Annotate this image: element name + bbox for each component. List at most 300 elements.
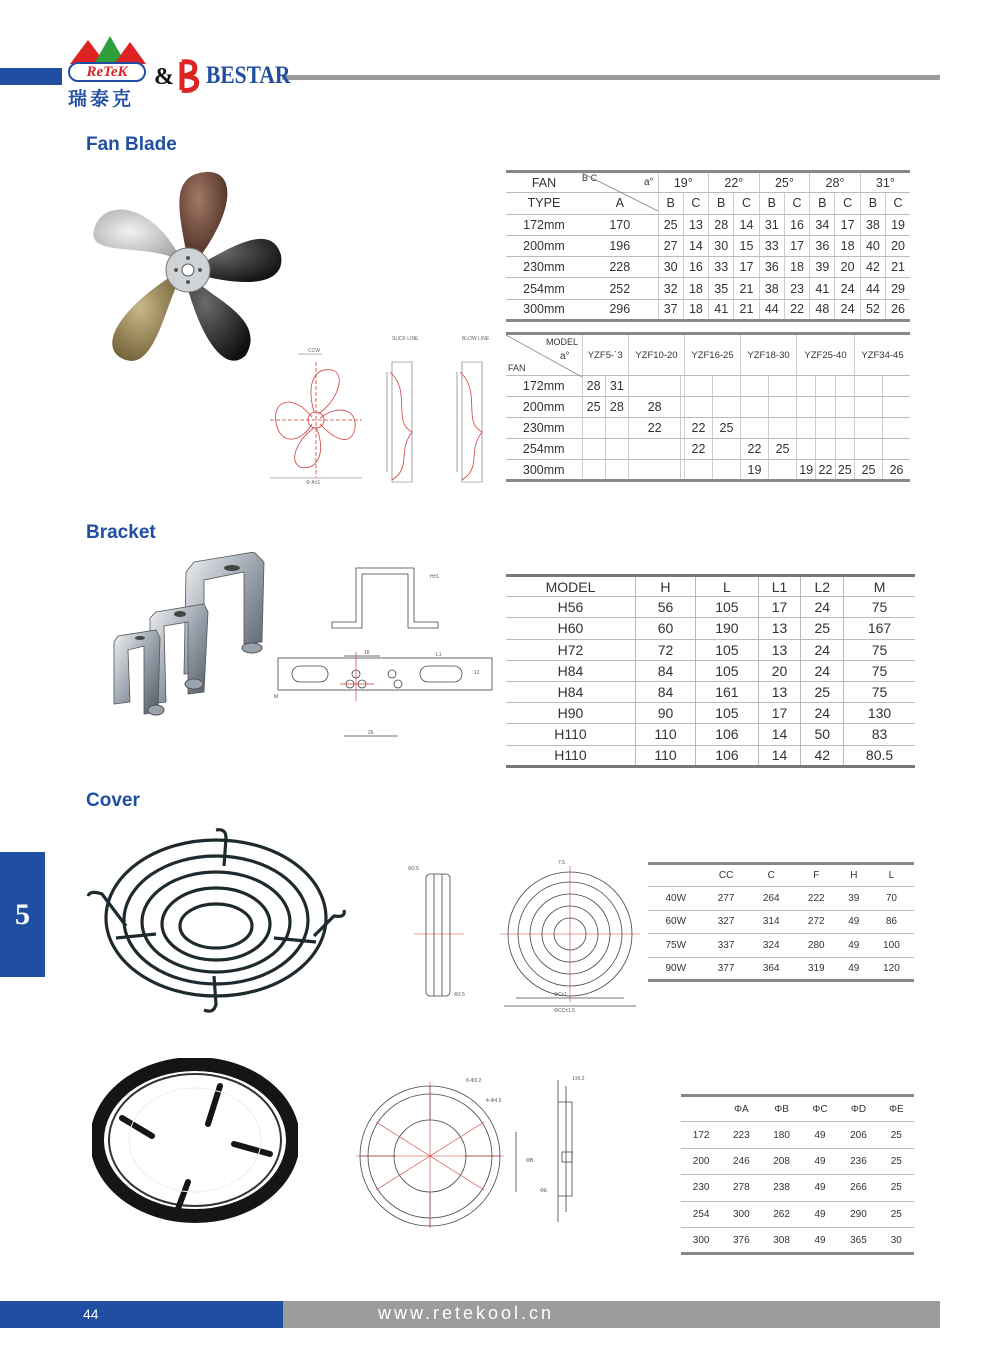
cell: 24 bbox=[801, 703, 844, 724]
cell: 38 bbox=[860, 214, 885, 235]
cell: 223 bbox=[721, 1122, 761, 1148]
ampersand: & bbox=[154, 64, 174, 90]
cell: 105 bbox=[696, 703, 759, 724]
fan-blade-drawing bbox=[262, 332, 494, 490]
cell bbox=[835, 439, 854, 460]
fan-blade-angle-table bbox=[506, 170, 910, 322]
cell: 100 bbox=[869, 934, 914, 957]
cell: 19 bbox=[797, 460, 816, 481]
cell: 161 bbox=[696, 681, 759, 702]
cell: 50 bbox=[801, 724, 844, 745]
col-h: H bbox=[839, 864, 869, 887]
cell bbox=[797, 439, 816, 460]
cell: 49 bbox=[839, 934, 869, 957]
cell: 22 bbox=[628, 418, 681, 439]
cell: 22 bbox=[741, 439, 769, 460]
cell bbox=[712, 397, 740, 418]
cell: 262 bbox=[761, 1201, 801, 1227]
cell: 324 bbox=[749, 934, 794, 957]
cell bbox=[854, 376, 882, 397]
cell: 277 bbox=[704, 887, 749, 910]
mounting-ring-drawing bbox=[346, 1072, 628, 1230]
table-row bbox=[506, 439, 910, 460]
cell bbox=[854, 418, 882, 439]
cell: 300 bbox=[681, 1227, 721, 1253]
model-4: YZF25-40 bbox=[797, 334, 855, 376]
cell bbox=[605, 439, 628, 460]
cell: 365 bbox=[838, 1227, 878, 1253]
bc-6: B bbox=[810, 193, 835, 214]
cell: 49 bbox=[802, 1175, 839, 1201]
cell: H84 bbox=[506, 681, 635, 702]
cell bbox=[648, 864, 704, 887]
svg-text:ΦC±1: ΦC±1 bbox=[554, 992, 568, 998]
cell: 230mm bbox=[506, 418, 582, 439]
cell: 24 bbox=[801, 639, 844, 660]
cell: 44 bbox=[759, 299, 784, 320]
cell: 72 bbox=[635, 639, 695, 660]
cell: 26 bbox=[883, 460, 910, 481]
table-row bbox=[681, 1148, 914, 1174]
cell bbox=[712, 376, 740, 397]
cell: 40W bbox=[648, 887, 704, 910]
cell: 13 bbox=[683, 214, 708, 235]
cell: 13 bbox=[758, 639, 801, 660]
table-row bbox=[506, 681, 915, 702]
cell: 30 bbox=[658, 257, 683, 278]
table-row bbox=[506, 376, 910, 397]
cell bbox=[797, 397, 816, 418]
cell: 28 bbox=[582, 376, 605, 397]
cell: 24 bbox=[835, 299, 860, 320]
cell: 105 bbox=[696, 639, 759, 660]
table-row bbox=[506, 703, 915, 724]
cell bbox=[835, 418, 854, 439]
cell: 49 bbox=[802, 1122, 839, 1148]
col-model: MODEL bbox=[506, 576, 635, 597]
cell: 42 bbox=[801, 745, 844, 766]
cell: 39 bbox=[810, 257, 835, 278]
cell bbox=[628, 460, 681, 481]
cell: 60 bbox=[635, 618, 695, 639]
chapter-tab: 5 bbox=[0, 852, 45, 977]
diagonal-divider bbox=[506, 335, 582, 377]
col-f: F bbox=[794, 864, 839, 887]
cell: 29 bbox=[886, 278, 910, 299]
cell: 206 bbox=[838, 1122, 878, 1148]
bc-8: B bbox=[860, 193, 885, 214]
cell: 180 bbox=[761, 1122, 801, 1148]
cell: 246 bbox=[721, 1148, 761, 1174]
cell: 300 bbox=[721, 1201, 761, 1227]
cell: H56 bbox=[506, 597, 635, 618]
cell: 14 bbox=[734, 214, 759, 235]
cell bbox=[582, 439, 605, 460]
cell bbox=[816, 376, 835, 397]
cell: 86 bbox=[869, 910, 914, 933]
angle-2: 25° bbox=[759, 172, 810, 193]
cell: 21 bbox=[734, 278, 759, 299]
angle-1: 22° bbox=[709, 172, 760, 193]
cell: 16 bbox=[683, 257, 708, 278]
cell: H84 bbox=[506, 660, 635, 681]
col-l1: L1 bbox=[758, 576, 801, 597]
cell: 40 bbox=[860, 235, 885, 256]
diagonal-divider bbox=[582, 173, 658, 211]
cell: 13 bbox=[758, 681, 801, 702]
cell: 52 bbox=[860, 299, 885, 320]
cell: 20 bbox=[758, 660, 801, 681]
cell: 25 bbox=[712, 418, 740, 439]
table-row bbox=[506, 214, 910, 235]
col-cc: CC bbox=[704, 864, 749, 887]
cell: 130 bbox=[844, 703, 915, 724]
svg-text:H±1: H±1 bbox=[430, 574, 440, 580]
svg-text:1±0.2: 1±0.2 bbox=[572, 1076, 585, 1082]
col-phi-b: ΦB bbox=[761, 1096, 801, 1122]
cell: 18 bbox=[784, 257, 809, 278]
cell: 196 bbox=[582, 235, 658, 256]
page-number: 44 bbox=[83, 1306, 99, 1322]
model-5: YZF34-45 bbox=[854, 334, 910, 376]
cell: 19 bbox=[886, 214, 910, 235]
cell: 16 bbox=[784, 214, 809, 235]
cell bbox=[769, 460, 797, 481]
cell: 278 bbox=[721, 1175, 761, 1201]
cell: 300mm bbox=[506, 299, 582, 320]
cell: 80.5 bbox=[844, 745, 915, 766]
col-phi-c: ΦC bbox=[802, 1096, 839, 1122]
cell: 28 bbox=[628, 397, 681, 418]
cell: 110 bbox=[635, 724, 695, 745]
cell bbox=[605, 460, 628, 481]
cell: 208 bbox=[761, 1148, 801, 1174]
cell: 60W bbox=[648, 910, 704, 933]
cell: 25 bbox=[879, 1201, 914, 1227]
cell: 14 bbox=[758, 724, 801, 745]
cell: 24 bbox=[835, 278, 860, 299]
cell: 14 bbox=[683, 235, 708, 256]
cell: 238 bbox=[761, 1175, 801, 1201]
cell: 230 bbox=[681, 1175, 721, 1201]
cell: 290 bbox=[838, 1201, 878, 1227]
cell: 24 bbox=[801, 660, 844, 681]
cell: 49 bbox=[839, 957, 869, 980]
cell: 22 bbox=[816, 460, 835, 481]
section-title-fan-blade: Fan Blade bbox=[86, 134, 177, 155]
table-row bbox=[506, 460, 910, 481]
cell: H90 bbox=[506, 703, 635, 724]
cell: 49 bbox=[802, 1148, 839, 1174]
cell: 31 bbox=[759, 214, 784, 235]
table-row bbox=[506, 397, 910, 418]
cell: 48 bbox=[810, 299, 835, 320]
cell: 42 bbox=[860, 257, 885, 278]
model-0: YZF5-´3 bbox=[582, 334, 628, 376]
table-row bbox=[648, 910, 914, 933]
cell: H110 bbox=[506, 745, 635, 766]
cell: 14 bbox=[758, 745, 801, 766]
cell: 200mm bbox=[506, 397, 582, 418]
cell: 25 bbox=[879, 1122, 914, 1148]
table-row bbox=[681, 1201, 914, 1227]
cell: 300mm bbox=[506, 460, 582, 481]
cell: 22 bbox=[784, 299, 809, 320]
cell: 36 bbox=[810, 235, 835, 256]
col-m: M bbox=[844, 576, 915, 597]
wire-guard-table bbox=[648, 862, 914, 982]
col-phi-e: ΦE bbox=[879, 1096, 914, 1122]
cell bbox=[883, 418, 910, 439]
cell: 25 bbox=[879, 1175, 914, 1201]
cell: 13 bbox=[758, 618, 801, 639]
angle-0: 19° bbox=[658, 172, 709, 193]
bestar-logo: BESTAR bbox=[206, 62, 291, 89]
head-type: TYPE bbox=[506, 193, 582, 214]
cell bbox=[628, 376, 681, 397]
cell: 20 bbox=[886, 235, 910, 256]
cell: 106 bbox=[696, 745, 759, 766]
cell: 83 bbox=[844, 724, 915, 745]
cell: 21 bbox=[886, 257, 910, 278]
svg-text:SUCK LINE: SUCK LINE bbox=[392, 336, 419, 342]
head-a: A bbox=[582, 193, 658, 214]
cell bbox=[769, 376, 797, 397]
cell: 17 bbox=[784, 235, 809, 256]
cell bbox=[684, 460, 712, 481]
cell bbox=[628, 439, 681, 460]
cell: 377 bbox=[704, 957, 749, 980]
cell bbox=[741, 376, 769, 397]
cell bbox=[769, 418, 797, 439]
cell bbox=[769, 397, 797, 418]
svg-text:16: 16 bbox=[364, 650, 370, 656]
cell bbox=[854, 397, 882, 418]
cell: 25 bbox=[769, 439, 797, 460]
cell: 200 bbox=[681, 1148, 721, 1174]
table-row bbox=[506, 299, 910, 320]
bracket-photo bbox=[104, 552, 274, 724]
cell bbox=[854, 439, 882, 460]
cell bbox=[582, 418, 605, 439]
cell: 90 bbox=[635, 703, 695, 724]
bc-0: B bbox=[658, 193, 683, 214]
retek-logo: ReTeK bbox=[68, 62, 146, 82]
cell: 266 bbox=[838, 1175, 878, 1201]
cell: 105 bbox=[696, 597, 759, 618]
cell: 30 bbox=[879, 1227, 914, 1253]
cell: 84 bbox=[635, 681, 695, 702]
cell: 26 bbox=[886, 299, 910, 320]
svg-text:L1: L1 bbox=[436, 652, 442, 658]
svg-text:ΦE: ΦE bbox=[540, 1188, 548, 1194]
header-accent-bar bbox=[0, 68, 62, 85]
cell bbox=[605, 418, 628, 439]
cell: 252 bbox=[582, 278, 658, 299]
cell bbox=[883, 376, 910, 397]
svg-text:CCW: CCW bbox=[308, 348, 320, 354]
table-row bbox=[681, 1227, 914, 1253]
model-3: YZF18-30 bbox=[741, 334, 797, 376]
head-bc: B C bbox=[582, 173, 598, 183]
cell: 25 bbox=[835, 460, 854, 481]
bc-7: C bbox=[835, 193, 860, 214]
cell: 17 bbox=[758, 597, 801, 618]
angle-4: 31° bbox=[860, 172, 910, 193]
col-phi-a: ΦA bbox=[721, 1096, 761, 1122]
cell: 327 bbox=[704, 910, 749, 933]
cell: 49 bbox=[802, 1227, 839, 1253]
cell: 20 bbox=[835, 257, 860, 278]
cell: 22 bbox=[684, 418, 712, 439]
cell: 15 bbox=[734, 235, 759, 256]
cell: 56 bbox=[635, 597, 695, 618]
table-row bbox=[681, 1122, 914, 1148]
bc-4: B bbox=[759, 193, 784, 214]
cell: 22 bbox=[684, 439, 712, 460]
cell bbox=[712, 460, 740, 481]
cell: 272 bbox=[794, 910, 839, 933]
svg-text:12: 12 bbox=[474, 670, 480, 676]
svg-text:BLOW LINE: BLOW LINE bbox=[462, 336, 490, 342]
wire-guard-photo bbox=[86, 826, 348, 1016]
table-row bbox=[681, 1175, 914, 1201]
cell: 25 bbox=[658, 214, 683, 235]
cell: 296 bbox=[582, 299, 658, 320]
cell: H110 bbox=[506, 724, 635, 745]
cell: 167 bbox=[844, 618, 915, 639]
cell: 28 bbox=[605, 397, 628, 418]
cell: 37 bbox=[658, 299, 683, 320]
col-phi-d: ΦD bbox=[838, 1096, 878, 1122]
cell: 254mm bbox=[506, 439, 582, 460]
wire-guard-drawing bbox=[404, 856, 642, 1016]
cell: 190 bbox=[696, 618, 759, 639]
cell bbox=[797, 376, 816, 397]
bc-2: B bbox=[709, 193, 734, 214]
cell: 308 bbox=[761, 1227, 801, 1253]
cell bbox=[835, 397, 854, 418]
cell bbox=[816, 439, 835, 460]
cell bbox=[835, 376, 854, 397]
cell: H72 bbox=[506, 639, 635, 660]
cell: 28 bbox=[709, 214, 734, 235]
cell: 84 bbox=[635, 660, 695, 681]
cell: 18 bbox=[683, 278, 708, 299]
cell: 254 bbox=[681, 1201, 721, 1227]
cell: 228 bbox=[582, 257, 658, 278]
table-row bbox=[648, 887, 914, 910]
bc-5: C bbox=[784, 193, 809, 214]
section-title-cover: Cover bbox=[86, 790, 140, 811]
cell bbox=[816, 397, 835, 418]
fan-blade-photo bbox=[86, 170, 286, 375]
svg-text:Φ2.5: Φ2.5 bbox=[408, 866, 419, 872]
cell: 105 bbox=[696, 660, 759, 681]
cell bbox=[582, 460, 605, 481]
cell: 18 bbox=[683, 299, 708, 320]
cell: 90W bbox=[648, 957, 704, 980]
cell bbox=[816, 418, 835, 439]
cell bbox=[797, 418, 816, 439]
cell bbox=[712, 439, 740, 460]
svg-text:Φ2.5: Φ2.5 bbox=[454, 992, 465, 998]
bracket-drawing bbox=[270, 556, 502, 742]
retek-logo-chinese: 瑞泰克 bbox=[68, 88, 135, 110]
table-row bbox=[506, 597, 915, 618]
cell: 364 bbox=[749, 957, 794, 980]
model-2: YZF16-25 bbox=[684, 334, 740, 376]
cell: 25 bbox=[582, 397, 605, 418]
cell: 38 bbox=[759, 278, 784, 299]
head-model: MODEL bbox=[546, 337, 579, 347]
footer-bar-left bbox=[0, 1301, 283, 1328]
cell bbox=[681, 1096, 721, 1122]
cell: 254mm bbox=[506, 278, 582, 299]
cell: 27 bbox=[658, 235, 683, 256]
cell bbox=[684, 376, 712, 397]
cell: 17 bbox=[734, 257, 759, 278]
cell: 236 bbox=[838, 1148, 878, 1174]
cell: 41 bbox=[709, 299, 734, 320]
svg-text:4-Φ4.5: 4-Φ4.5 bbox=[486, 1098, 502, 1104]
bc-9: C bbox=[886, 193, 910, 214]
bc-3: C bbox=[734, 193, 759, 214]
table-row bbox=[506, 278, 910, 299]
cell: 17 bbox=[758, 703, 801, 724]
cell: 230mm bbox=[506, 257, 582, 278]
head-fan: FAN bbox=[506, 172, 582, 193]
cell: 30 bbox=[709, 235, 734, 256]
cell: 39 bbox=[839, 887, 869, 910]
head-alpha: a° bbox=[582, 172, 658, 193]
cell: 75 bbox=[844, 597, 915, 618]
cell: 25 bbox=[854, 460, 882, 481]
cell: 314 bbox=[749, 910, 794, 933]
cell: 172 bbox=[681, 1122, 721, 1148]
cell: 222 bbox=[794, 887, 839, 910]
svg-text:ΦCC±1.5: ΦCC±1.5 bbox=[554, 1008, 575, 1014]
cell: 33 bbox=[759, 235, 784, 256]
cell: 75W bbox=[648, 934, 704, 957]
cell: 49 bbox=[839, 910, 869, 933]
head-fan: FAN bbox=[506, 334, 582, 376]
section-title-bracket: Bracket bbox=[86, 522, 156, 543]
cell bbox=[883, 397, 910, 418]
svg-text:26: 26 bbox=[368, 730, 374, 736]
cell: 75 bbox=[844, 639, 915, 660]
cell: 70 bbox=[869, 887, 914, 910]
table-row bbox=[506, 745, 915, 766]
cell: 106 bbox=[696, 724, 759, 745]
cell: 120 bbox=[869, 957, 914, 980]
table-row bbox=[506, 257, 910, 278]
angle-3: 28° bbox=[810, 172, 861, 193]
col-c: C bbox=[749, 864, 794, 887]
svg-text:8-Φ3.2: 8-Φ3.2 bbox=[466, 1078, 482, 1084]
col-l2: L2 bbox=[801, 576, 844, 597]
table-row bbox=[648, 934, 914, 957]
cell: 23 bbox=[784, 278, 809, 299]
cell: 172mm bbox=[506, 376, 582, 397]
cell: 25 bbox=[801, 618, 844, 639]
header-rule bbox=[282, 75, 940, 80]
col-h: H bbox=[635, 576, 695, 597]
cell: 41 bbox=[810, 278, 835, 299]
cell: 337 bbox=[704, 934, 749, 957]
cell: 376 bbox=[721, 1227, 761, 1253]
head-alpha: a° bbox=[560, 351, 570, 362]
